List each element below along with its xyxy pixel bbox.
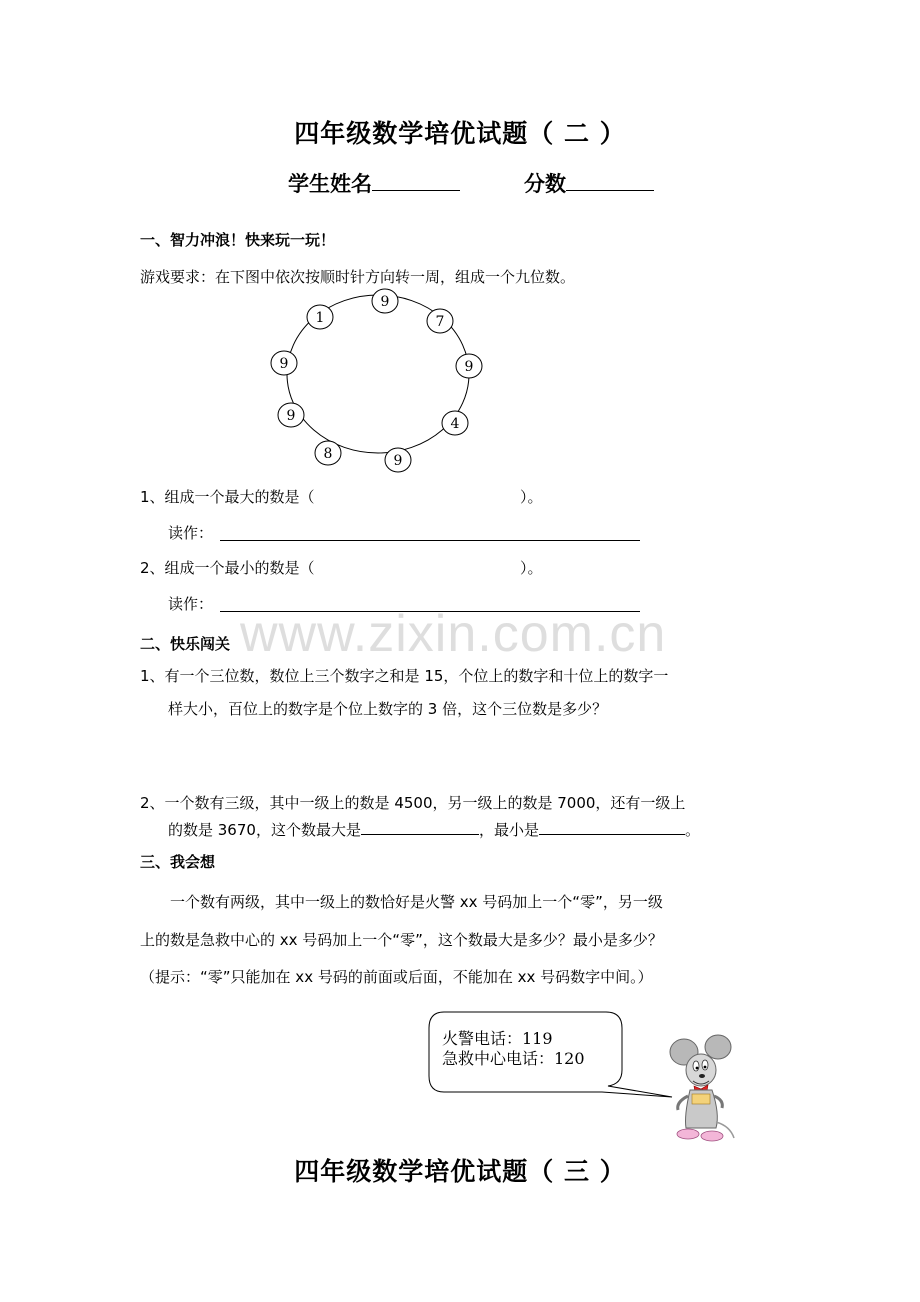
circle-digit-node [271,351,297,375]
question-2-1-line1: 1、有一个三位数，数位上三个数字之和是 15，个位上的数字和十位上的数字一 [140,667,669,685]
question-2-2-text-b: ，最小是 [478,821,539,839]
max-answer-blank[interactable] [361,834,479,835]
circle-digit-label: 1 [315,310,325,326]
student-name-label: 学生姓名 [288,172,372,196]
number-circle-diagram [262,288,492,473]
question-1-2-end: ）。 [520,559,543,577]
question-2-2-line2 [168,819,700,840]
min-answer-blank[interactable] [539,834,685,835]
question-1-2 [140,557,315,578]
circle-digit-label: 4 [450,416,460,432]
student-name-field [288,168,460,198]
circle-digit-node [372,289,398,313]
section3-hint: （提示：“零”只能加在 xx 号码的前面或后面，不能加在 xx 号码数字中间。） [140,968,653,986]
page-title: 四年级数学培优试题（ 二 ） [294,119,626,148]
circle-digit-node [315,441,341,465]
section3-para-line1: 一个数有两级，其中一级上的数恰好是火警 xx 号码加上一个“零”，另一级 [170,893,663,911]
game-rule: 游戏要求：在下图中依次按顺时针方向转一周，组成一个九位数。 [140,268,576,286]
circle-digit-label: 9 [464,359,474,375]
student-name-blank[interactable] [372,190,460,191]
next-page-title: 四年级数学培优试题（ 三 ） [294,1157,626,1186]
circle-digit-label: 9 [279,356,289,372]
question-1-1-text: 1、组成一个最大的数是（ [140,488,315,506]
question-1-2-text: 2、组成一个最小的数是（ [140,559,315,577]
circle-digit-node [307,305,333,329]
circle-digit-node [385,448,411,472]
watermark: www.zixin.com.cn [240,605,667,663]
score-field [524,168,654,198]
section3-heading: 三、我会想 [140,853,216,871]
read-label-1: 读作： [168,524,214,542]
circle-digit-label: 7 [435,314,445,330]
section3-para-line2: 上的数是急救中心的 xx 号码加上一个“零”，这个数最大是多少？最小是多少？ [140,931,663,949]
cartoon-mouse-illustration [664,1030,740,1146]
read-label-2: 读作： [168,595,214,613]
emergency-phone-text: 急救中心电话：120 [442,1049,585,1068]
fire-phone-text: 火警电话：119 [442,1029,553,1048]
answer-line-1[interactable] [220,540,640,541]
circle-digit-label: 8 [323,446,333,462]
circle-digit-label: 9 [393,453,403,469]
question-2-2-text-a: 的数是 3670，这个数最大是 [168,821,361,839]
section2-heading: 二、快乐闯关 [140,635,231,653]
circle-digit-node [456,354,482,378]
circle-digit-node [427,309,453,333]
circle-digit-node [442,411,468,435]
question-1-1 [140,486,315,507]
question-2-2-text-c: 。 [684,821,700,839]
circle-digit-label: 9 [286,408,296,424]
score-label: 分数 [524,172,566,196]
circle-digit-node [278,403,304,427]
question-1-1-end: ）。 [520,488,543,506]
score-blank[interactable] [566,190,654,191]
question-2-2-line1: 2、一个数有三级，其中一级上的数是 4500，另一级上的数是 7000，还有一级上 [140,794,686,812]
question-2-1-line2: 样大小，百位上的数字是个位上数字的 3 倍，这个三位数是多少？ [168,700,608,718]
section1-heading: 一、智力冲浪！快来玩一玩！ [140,231,336,249]
circle-digit-label: 9 [380,294,390,310]
